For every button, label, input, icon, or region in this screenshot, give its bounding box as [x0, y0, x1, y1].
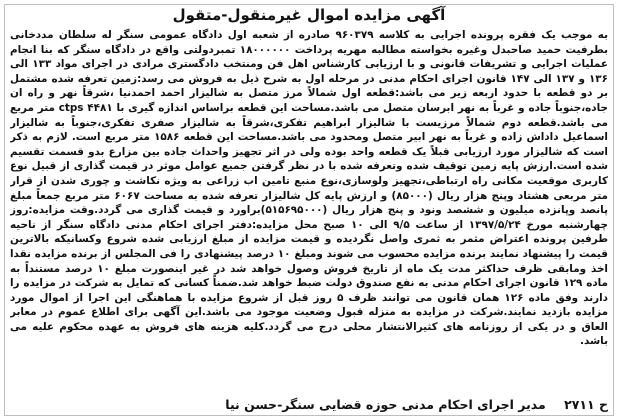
- notice-footer: [10, 397, 608, 412]
- notice-body-paragraph: به موجب یک فقره پرونده اجرایی به کلاسه ۹۶۰۳۷۹ صادره از شعبه اول دادگاه عمومی سنگر له سلطان مددخانی بطرفیت حمید صاحبدل وغیره بخواسته مطالبه مهریه پرداخت ۱۸۰۰۰۰۰۰ تمبردولتی واقع در دادگاه سنگر که بنا انجام عملیات اجرایی و تشریفات قانونی و با ارزیابی کارشناس اهل فن ومنتخب دادگستری مرادی در اجرای مواد ۱۳۳ الی ۱۳۶ و ۱۳۷ الی ۱۴۷ قانون اجرای احکام مدنی در مرحله اول به شرح ذیل به فروش می رسد:زمین تعرفه شده مشتمل بر دو قطعه با حدود اربعه زیر می باشد:قطعه اول شمالاً مرز متصل به شالیزار احمد احمدنیا ،شرقاً نهر و راه ان جاده،جنوباً جاده و غرباً به نهر ابرسان متصل می باشد.مساحت این قطعه براساس اندازه گیری با ctps ۴۴۸۱ متر مربع می باشد.قطعه دوم شمالاً مرزیست با شالیزار ابراهیم تفکری،شرقاً به شالیزار صفری تفکری،جنوباً به شالیزار اسماعیل داداش زاده و غرباً به نهر ابیر متصل ومحدود می باشد.مساحت این قطعه ۱۵۸۶ متر مربع است. لازم به ذکر است که شالیزار مورد ارزیابی قبلاً یک قطعه واحد بوده ولی در اثر تجهیز واحداث جاده بین مزارع بدو قسمت تقسیم شده است.ارزش پایه زمین توقیف شده وتعرفه شده با در نظر گرفتن جمیع عوامل موثر در قیمت گذاری از قبیل نوع کاربری موقعیت مکانی راه ارتباطی،تجهیز ولوسازی،نوع منبع تامین اب زراعی به ویژه نکاشت و چوری شدن از قرار متر مربعی هشتاد وپنج هزار ریال (۸۵۰۰۰) و ارزش پایه کل شالیزار تعرفه شده به مساحت ۶۰۶۷ متر مربع جمعاً مبلغ پانصد وپانزده میلیون و ششصد ونود و پنج هزار ریال (۵۱۵۶۹۵۰۰۰)براورد و قیمت گذاری می گردد.وقت مزایده:روز چهارشنبه مورخ ۱۳۹۷/۵/۲۴ از ساعت ۹/۵ الی ۱۰ صبح محل مزایده:دفتر اجرای احکام مدنی دادگاه سنگر از ناحیه طرفین پرونده اعتراض مثمر به ثمری واصل نگردیده و قیمت مزایده از مبلغ ارزیابی شده شروع وکسانیکه بالاترین قیمت را پیشنهاد نمایند برنده مزایده محسوب می شوند ومبلغ ۱۰ درصد پیشنهادی را فی المجلس از برنده مزایده نقدا اخذ ومابقی ظرف حداکثر مدت یک ماه از تاریخ فروش وصول خواهد شد در غیر اینصورت مبلغ ۱۰ درصد مستنداً به ماده ۱۲۹ قانون اجرای احکام مدنی به نفع صندوق دولت ضبط خواهد شد.ضمناً کسانی که تمایل به شرکت در مزایده را دارند وفق ماده ۱۲۶ همان قانون می توانند ظرف ۵ روز قبل از شروع مزایده با هماهنگی این اجرا از اموال مورد مزایده بازدید نمایند.شرکت در مزایده به منزله قبول وضعیت موجود می باشد.این آگهی برای اطلاع عموم در معابر العاق و در یکی از روزنامه های کثیرالانتشار محلی درج می گردد.کلیه هزینه های فروش به عهده محکوم علیه می باشد.: [10, 29, 608, 348]
- notice-title: آگهی مزایده اموال غیرمنقول-متقول: [172, 6, 446, 24]
- notice-code: ح ۲۷۱۱: [564, 397, 608, 412]
- notice-signature: مدیر اجرای احکام مدنی حوزه قضایی سنگر-حسن نیا: [225, 397, 546, 412]
